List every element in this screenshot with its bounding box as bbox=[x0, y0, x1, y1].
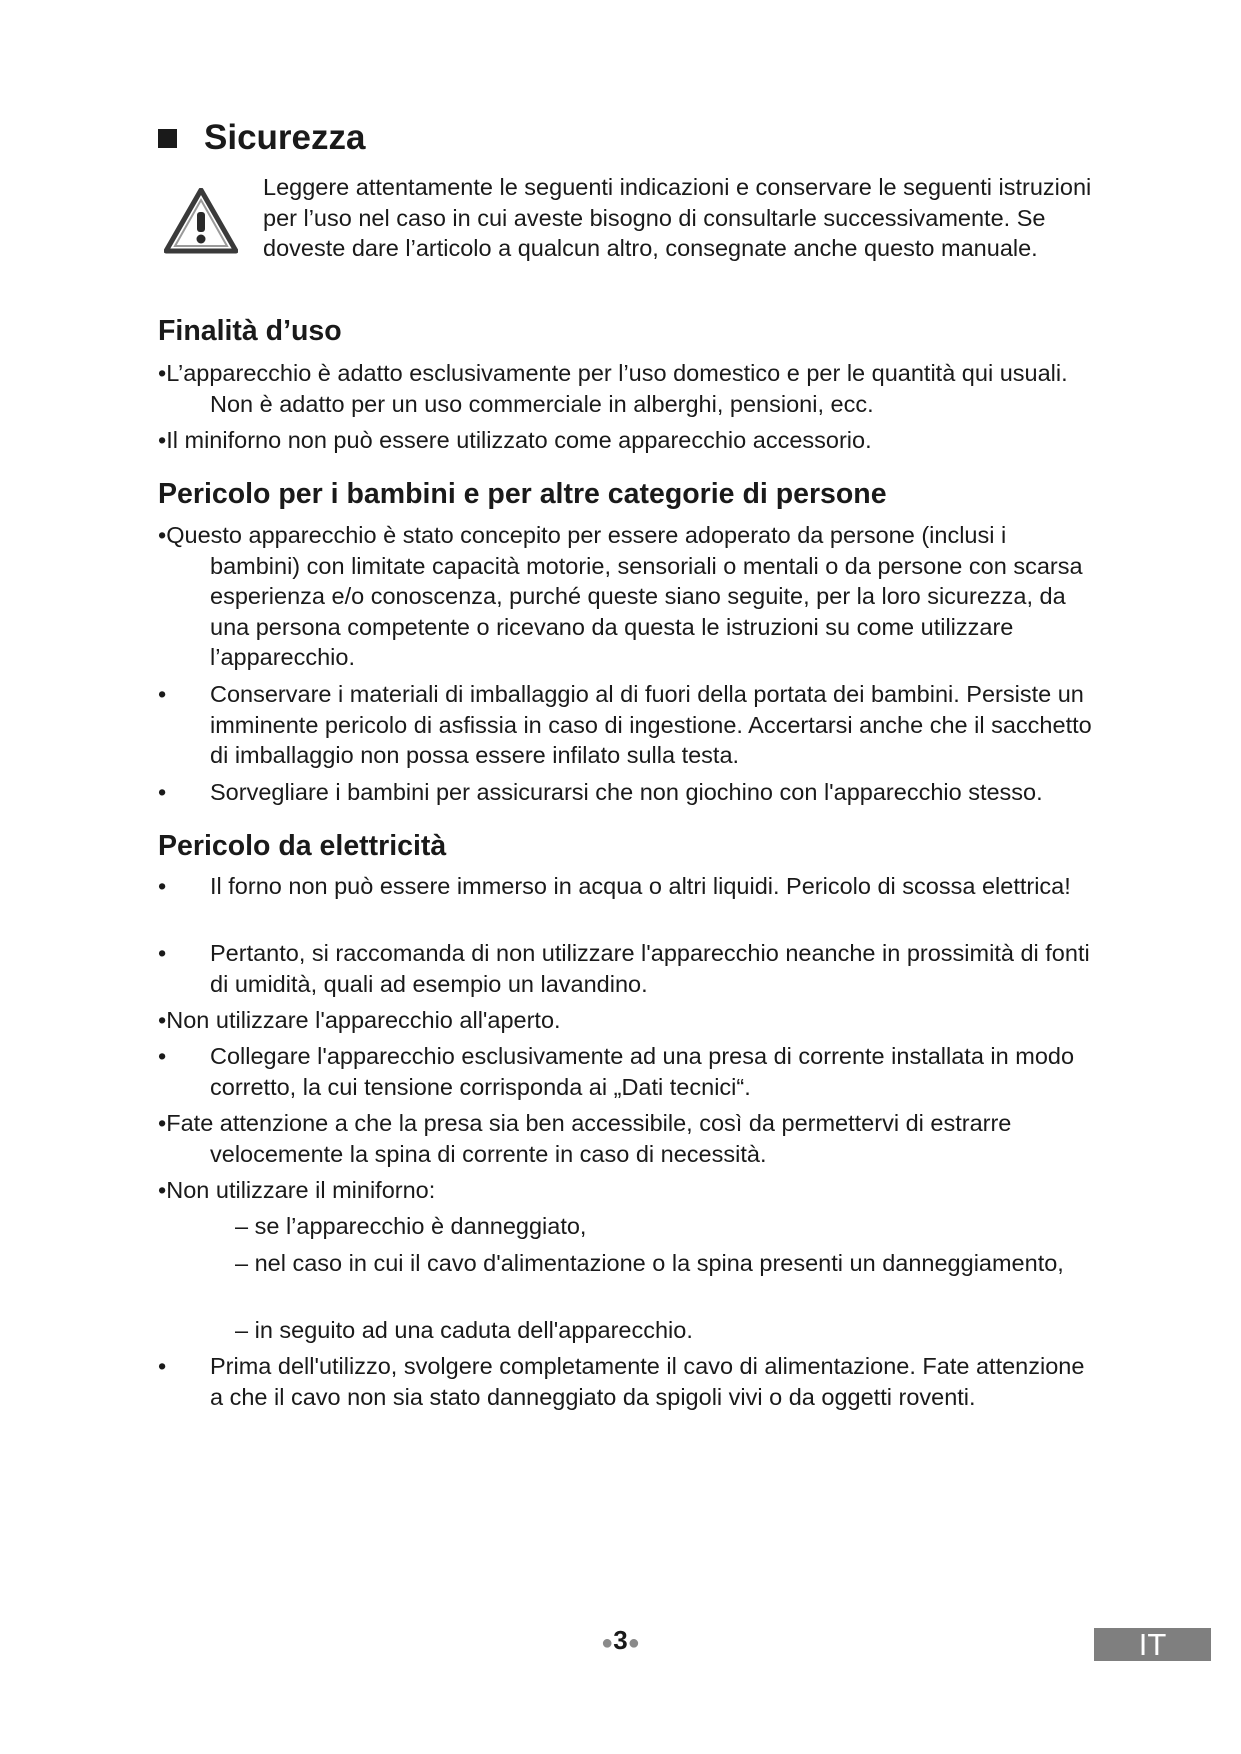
item-text: L’apparecchio è adatto esclusivamente per l’uso domestico e per le quantità qui usuali. Non è adatto per un uso commerciale in alberghi, pensioni, ecc. bbox=[166, 360, 1068, 417]
heading-bambini: Pericolo per i bambini e per altre categorie di persone bbox=[158, 478, 887, 510]
sub-item-text: – in seguito ad una caduta dell'apparecchio. bbox=[235, 1317, 693, 1343]
list-item bbox=[158, 520, 1098, 673]
list-item bbox=[158, 1108, 1098, 1169]
item-text: Il forno non può essere immerso in acqua o altri liquidi. Pericolo di scossa elettrica! bbox=[210, 873, 1071, 899]
bullet: • bbox=[158, 427, 167, 453]
sub-list-item bbox=[235, 1211, 1065, 1242]
item-text: Non utilizzare l'apparecchio all'aperto. bbox=[166, 1007, 561, 1033]
square-bullet-icon bbox=[158, 129, 177, 148]
list-item bbox=[158, 871, 1098, 902]
intro-paragraph: Leggere attentamente le seguenti indicazioni e conservare le seguenti istruzioni per l’uso nel caso in cui aveste bisogno di consultarle successivamente. Se doveste dare l’articolo a qualcun altro, consegnate anche questo manuale. bbox=[263, 174, 1092, 261]
sub-list-item bbox=[235, 1315, 1065, 1346]
list-item bbox=[158, 777, 1098, 808]
bullet: • bbox=[158, 1177, 167, 1203]
item-text: Fate attenzione a che la presa sia ben accessibile, così da permettervi di estrarre velocemente la spina di corrente in caso di necessità. bbox=[166, 1110, 1012, 1167]
item-text: Conservare i materiali di imballaggio al di fuori della portata dei bambini. Persiste un imminente pericolo di asfissia in caso di ingestione. Accertarsi anche che il sacchetto di imballaggio non possa essere infilato sulla testa. bbox=[210, 681, 1092, 768]
list-item bbox=[158, 938, 1098, 999]
list-item bbox=[158, 1041, 1098, 1102]
bullet: • bbox=[158, 1043, 167, 1069]
sub-list-item bbox=[235, 1248, 1065, 1279]
sub-item-text: – nel caso in cui il cavo d'alimentazione o la spina presenti un danneggiamento, bbox=[235, 1250, 1064, 1276]
item-text: Non utilizzare il miniforno: bbox=[166, 1177, 436, 1203]
bullet: • bbox=[158, 1110, 167, 1136]
sub-item-text: – se l’apparecchio è danneggiato, bbox=[235, 1213, 587, 1239]
heading-finalita: Finalità d’uso bbox=[158, 315, 342, 347]
bullet: • bbox=[158, 1353, 167, 1379]
list-item bbox=[158, 358, 1098, 419]
warning-triangle-icon bbox=[164, 188, 238, 254]
list-item bbox=[158, 1351, 1098, 1412]
list-item bbox=[158, 425, 1098, 456]
section-heading bbox=[158, 118, 365, 158]
bullet: • bbox=[158, 1007, 167, 1033]
bullet: • bbox=[158, 940, 167, 966]
item-text: Pertanto, si raccomanda di non utilizzare l'apparecchio neanche in prossimità di fonti di umidità, quali ad esempio un lavandino. bbox=[210, 940, 1090, 997]
item-text: Questo apparecchio è stato concepito per essere adoperato da persone (inclusi i bambini) con limitate capacità motorie, sensoriali o mentali o da persone con scarsa esperienza e/o conoscenza, purché queste siano seguite, per la loro sicurezza, da una persona competente o ricevano da questa le istruzioni su come utilizzare l’apparecchio. bbox=[166, 522, 1083, 670]
item-text: Collegare l'apparecchio esclusivamente ad una presa di corrente installata in modo corretto, la cui tensione corrisponda ai „Dati tecnici“. bbox=[210, 1043, 1075, 1100]
bullet: • bbox=[158, 779, 167, 805]
page-dot-icon: ● bbox=[627, 1632, 640, 1654]
item-text: Il miniforno non può essere utilizzato come apparecchio accessorio. bbox=[166, 427, 872, 453]
page-dot-icon: ● bbox=[601, 1632, 614, 1654]
bullet: • bbox=[158, 681, 167, 707]
language-tab: IT bbox=[1094, 1628, 1211, 1661]
item-text: Prima dell'utilizzo, svolgere completamente il cavo di alimentazione. Fate attenzione a che il cavo non sia stato danneggiato da spigoli vivi o da oggetti roventi. bbox=[210, 1353, 1085, 1410]
section-title: Sicurezza bbox=[204, 118, 366, 157]
list-item bbox=[158, 679, 1098, 771]
list-item bbox=[158, 1175, 1098, 1206]
item-text: Sorvegliare i bambini per assicurarsi che non giochino con l'apparecchio stesso. bbox=[210, 779, 1043, 805]
list-item bbox=[158, 1005, 1098, 1036]
page-number bbox=[0, 1625, 1241, 1656]
page-number-value: 3 bbox=[613, 1625, 628, 1655]
heading-elettricita: Pericolo da elettricità bbox=[158, 830, 447, 862]
bullet: • bbox=[158, 522, 167, 548]
bullet: • bbox=[158, 360, 167, 386]
bullet: • bbox=[158, 873, 167, 899]
